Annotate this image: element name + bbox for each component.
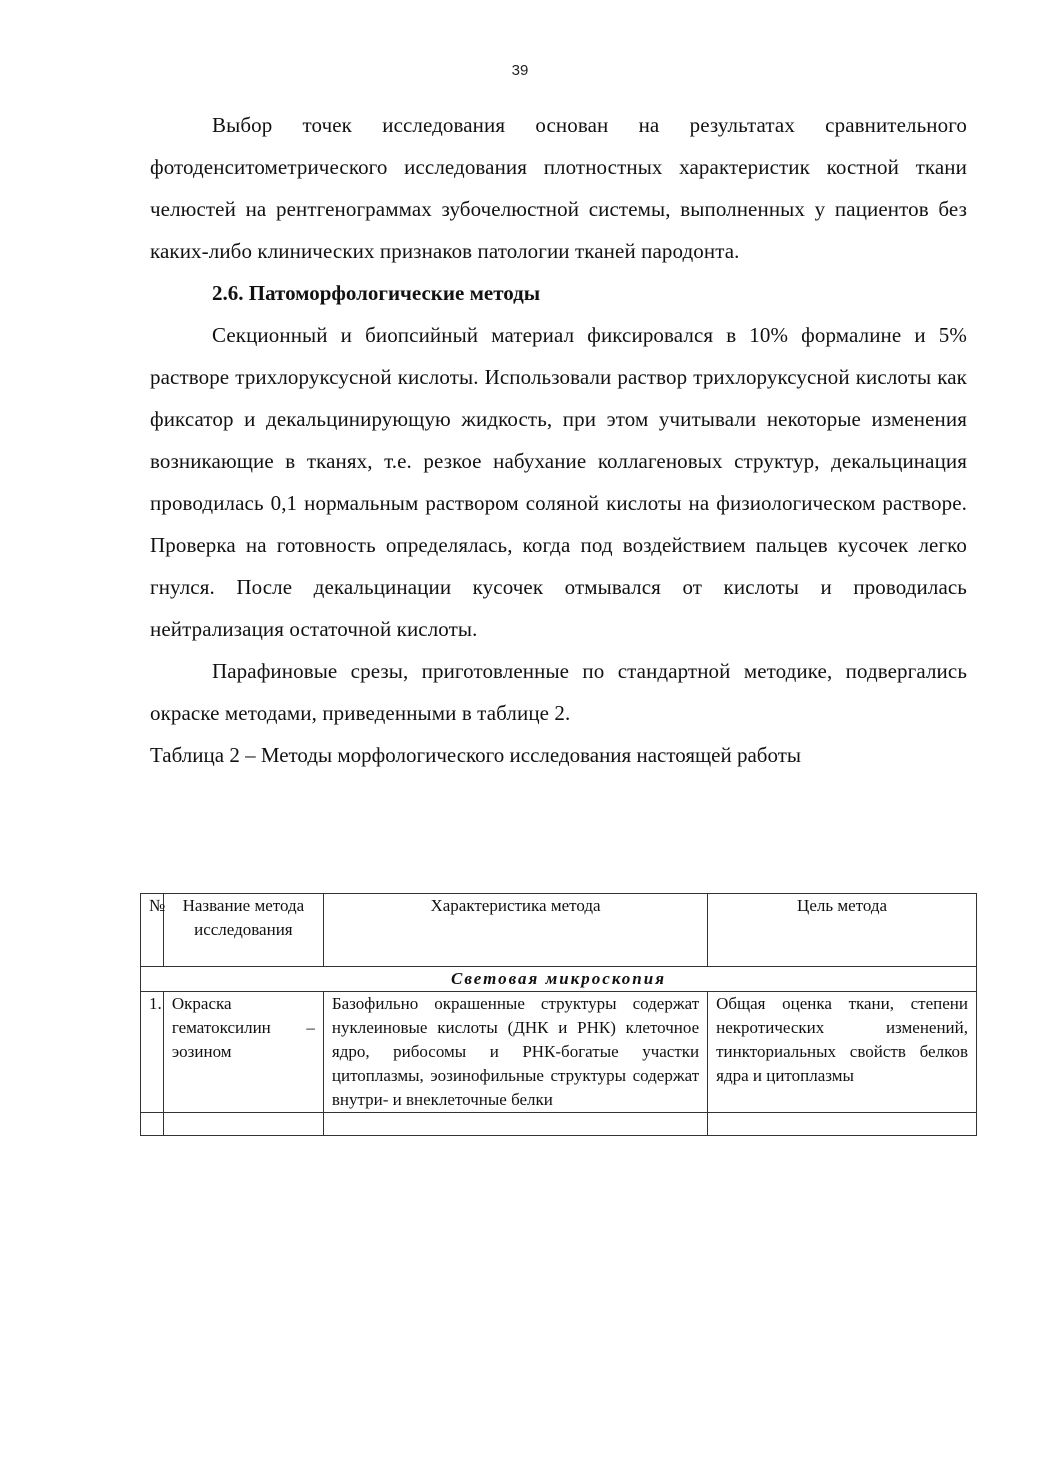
paragraph-paraffin: Парафиновые срезы, приготовленные по стандартной методике, подвергались окраске методами, приведенными в таблице 2. bbox=[150, 659, 967, 725]
table-section-row bbox=[141, 967, 977, 992]
table-caption: Таблица 2 – Методы морфологического исследования настоящей работы bbox=[150, 743, 801, 767]
section-light-microscopy: Световая микроскопия bbox=[141, 967, 977, 992]
section-heading: 2.6. Патоморфологические методы bbox=[212, 281, 541, 305]
cell-empty bbox=[163, 1113, 323, 1136]
methods-table bbox=[140, 893, 977, 1136]
header-name: Название метода исследования bbox=[163, 894, 323, 967]
table-row-empty bbox=[141, 1113, 977, 1136]
cell-num: 1. bbox=[141, 992, 164, 1113]
table-row bbox=[141, 992, 977, 1113]
header-num: № bbox=[141, 894, 164, 967]
cell-empty bbox=[323, 1113, 707, 1136]
page-number: 39 bbox=[511, 62, 529, 79]
cell-empty bbox=[141, 1113, 164, 1136]
methods-table-wrapper bbox=[140, 893, 977, 1136]
body-text bbox=[150, 104, 967, 776]
cell-characteristic: Базофильно окрашенные структуры содержат нуклеиновые кислоты (ДНК и РНК) клеточное ядро, рибосомы и РНК-богатые участки цитоплазмы, эозинофильные структуры содержат внутри- и внеклеточные белки bbox=[323, 992, 707, 1113]
cell-empty bbox=[708, 1113, 977, 1136]
paragraph-fixation: Секционный и биопсийный материал фиксировался в 10% формалине и 5% растворе трихлоруксусной кислоты. Использовали раствор трихлоруксусной кислоты как фиксатор и декальцинирующую жидкость, при этом учитывали некоторые изменения возникающие в тканях, т.е. резкое набухание коллагеновых структур, декальцинация проводилась 0,1 нормальным раствором соляной кислоты на физиологическом растворе. Проверка на готовность определялась, когда под воздействием пальцев кусочек легко гнулся. После декальцинации кусочек отмывался от кислоты и проводилась нейтрализация остаточной кислоты. bbox=[150, 323, 967, 641]
paragraph-selection-points: Выбор точек исследования основан на результатах сравнительного фотоденситометрического исследования плотностных характеристик костной ткани челюстей на рентгенограммах зубочелюстной системы, выполненных у пациентов без каких-либо клинических признаков патологии тканей пародонта. bbox=[150, 113, 967, 263]
cell-name: Окраска гематоксилин – эозином bbox=[163, 992, 323, 1113]
header-goal: Цель метода bbox=[708, 894, 977, 967]
cell-goal: Общая оценка ткани, степени некротических изменений, тинкториальных свойств белков ядра и цитоплазмы bbox=[708, 992, 977, 1113]
header-characteristic: Характеристика метода bbox=[323, 894, 707, 967]
table-header-row bbox=[141, 894, 977, 967]
